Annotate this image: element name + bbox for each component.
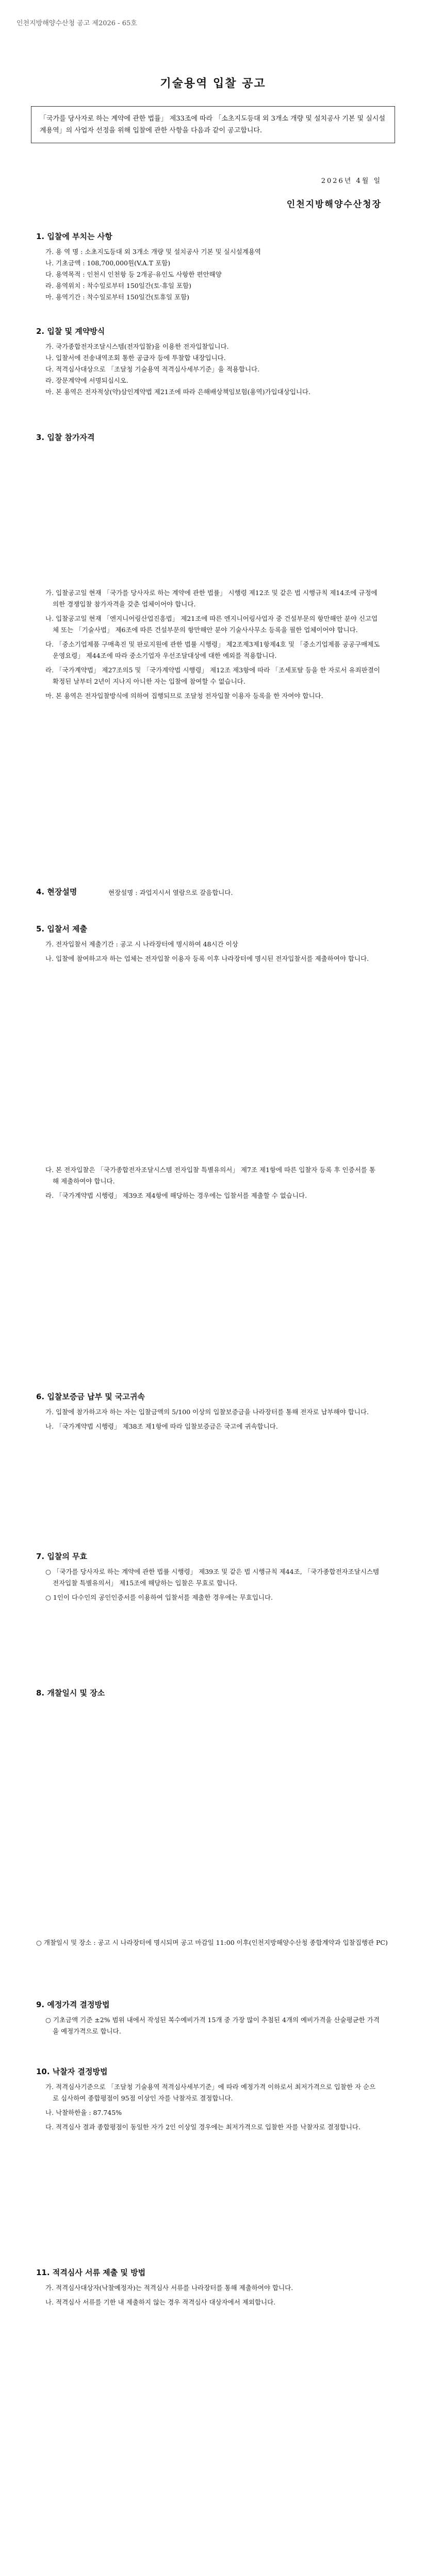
section-line: 가. 용 역 명 : 소초지도등대 외 3개소 개량 및 설치공사 기본 및 실시설계용역 xyxy=(45,248,261,256)
section-line: ○ 개찰일시 및 장소 : 공고 시 나라장터에 명시되며 공고 마감일 11:00 이후(인천지방해양수산청 종합계약과 입찰집행관 PC) xyxy=(36,1939,388,1946)
section-body xyxy=(45,2014,381,2040)
section-line: 나. 낙찰하한율 : 87.745% xyxy=(45,2109,122,2116)
section-line: 라. 장문계약에 서명되십시오. xyxy=(45,377,128,384)
section-title: 9. 예정가격 결정방법 xyxy=(36,2000,110,2009)
notice-number: 인천지방해양수산청 공고 제2026 - 65호 xyxy=(17,20,137,27)
intro-box: 「국가를 당사자로 하는 계약에 관한 법률」 제33조에 따라 「소초지도등대 외 3개소 개량 및 설치공사 기본 및 실시설계용역」의 사업자 선정을 위해 입찰에 관한 사항을 다음과 같이 공고합니다. xyxy=(31,106,395,143)
section-title: 4. 현장설명 xyxy=(36,887,77,896)
section-title: 11. 적격심사 서류 제출 및 방법 xyxy=(36,2268,146,2277)
section-title: 1. 입찰에 부치는 사항 xyxy=(36,232,112,241)
section-line: 가. 국가종합전자조달시스템(전자입찰)을 이용한 전자입찰입니다. xyxy=(45,343,229,350)
section-line: 나. 기초금액 : 108,700,000원(V.A.T 포함) xyxy=(45,259,171,267)
section-body xyxy=(45,1406,381,1435)
section-body xyxy=(45,587,381,705)
issuing-organization: 인천지방해양수산청장 xyxy=(286,199,382,210)
section-line: 나. 적격심사 서류를 기한 내 제출하지 않는 경우 적격심사 대상자에서 제외합니다. xyxy=(45,2298,276,2306)
section-line: 마. 본 용역은 전자적상(약)삼인계약법 제21조에 따라 은해배상책임보험(용역)가입대상입니다. xyxy=(45,388,310,396)
notice-date: 2026년 4월 일 xyxy=(321,177,382,185)
section-body xyxy=(45,246,381,303)
section-line: ○ 기초금액 기준 ±2% 범위 내에서 작성된 복수예비가격 15개 중 가장 많이 추첨된 4개의 예비가격을 산술평균한 가격을 예정가격으로 합니다. xyxy=(45,2016,380,2035)
section-line: ○ 1인이 다수인의 공인인증서를 이용하여 입찰서를 제출한 경우에는 무효입니다. xyxy=(45,1594,273,1601)
section-line: 마. 본 용역은 전자입찰방식에 의하여 집행되므로 조달청 전자입찰 이용자 등록을 한 자여야 합니다. xyxy=(45,692,323,700)
section-line: 가. 적격심사대상자(낙찰예정자)는 적격심사 서류를 나라장터를 통해 제출하여야 합니다. xyxy=(45,2284,293,2292)
section-line: 다. 적격심사 결과 종합평점이 동일한 자가 2인 이상일 경우에는 최저가격으로 입찰한 자를 낙찰자로 결정합니다. xyxy=(45,2123,361,2131)
section-line: ○ 「국가를 당사자로 하는 계약에 관한 법률 시행령」 제39조 및 같은 법 시행규칙 제44조, 「국가종합전자조달시스템 전자입찰 특별유의서」 제15조에 해당하는 입찰은 무효로 합니다. xyxy=(45,1568,379,1587)
section-body xyxy=(36,1937,392,1952)
section-line: 라. 「국가계약법」 제27조의5 및 「국가계약법 시행령」 제12조 제3항에 따라 「조세포탈 등을 한 자로서 유죄판결이 확정된 날부터 2년이 지나지 아니한 자는 입찰에 참여할 수 없습니다. xyxy=(45,666,380,685)
section-line: 나. 「국가계약법 시행령」 제38조 제1항에 따라 입찰보증금은 국고에 귀속합니다. xyxy=(45,1422,278,1430)
section-body xyxy=(45,2081,381,2136)
section-line: 마. 용역기간 : 착수일로부터 150일간(토휴일 포함) xyxy=(45,293,190,301)
section-line: 다. 본 전자입찰은 「국가종합전자조달시스템 전자입찰 특별유의서」 제7조 제1항에 따른 입찰자 등록 후 인증서를 통해 제출하여야 합니다. xyxy=(45,1166,375,1185)
page-title: 기술용역 입찰 공고 xyxy=(160,77,266,90)
section-body xyxy=(45,1164,381,1205)
section-line: 나. 입찰에 참여하고자 하는 업체는 전자입찰 이용자 등록 이후 나라장터에 명시된 전자입찰서를 제출하여야 합니다. xyxy=(45,955,369,962)
section-line: 다. 용역목적 : 인천시 인천항 등 2개공·유인도 사항한 편안해양 xyxy=(45,270,222,278)
section-line: 가. 입찰공고일 현재 「국가를 당사자로 하는 계약에 관한 법률」 시행령 제12조 및 같은 법 시행규칙 제14조에 규정에 의한 경쟁입찰 참가자격을 갖춘 업체이어야 합니다. xyxy=(45,589,378,608)
section-body xyxy=(108,887,387,899)
section-line: 라. 용역위치 : 착수일로부터 150일간(토·휴일 포함) xyxy=(45,282,191,290)
section-body xyxy=(45,939,381,968)
section-body xyxy=(45,2282,381,2311)
section-line: 다. 「중소기업제품 구매촉진 및 판로지원에 관한 법률 시행령」 제2조제3제1항제4호 및 「중소기업제품 공공구매제도 운영요령」 제44조에 따라 중소기업자 우선조달대상에 대한 예외를 적용합니다. xyxy=(45,640,380,659)
section-title: 8. 개찰일시 및 장소 xyxy=(36,1688,105,1698)
section-title: 2. 입찰 및 계약방식 xyxy=(36,327,105,336)
section-title: 6. 입찰보증금 납부 및 국고귀속 xyxy=(36,1392,145,1401)
section-line: 현장설명 : 과업지시서 열람으로 갈음합니다. xyxy=(108,889,233,896)
section-line: 가. 전자입찰서 제출기간 : 공고 시 나라장터에 명시하여 48시간 이상 xyxy=(45,940,238,948)
section-line: 다. 적격심사대상으로 「조달청 기술용역 적격심사세부기준」을 적용합니다. xyxy=(45,365,260,373)
section-title: 3. 입찰 참가자격 xyxy=(36,433,95,442)
section-line: 가. 적격심사기준으로 「조달청 기술용역 적격심사세부기준」에 따라 예정가격 이하로서 최저가격으로 입찰한 자 순으로 심사하여 종합평점이 95점 이상인 자를 낙찰자로 결정합니다. xyxy=(45,2083,376,2102)
section-line: 가. 입찰에 참가하고자 하는 자는 입찰금액의 5/100 이상의 입찰보증금을 나라장터를 통해 전자로 납부해야 합니다. xyxy=(45,1408,369,1416)
section-title: 10. 낙찰자 결정방법 xyxy=(36,2067,108,2076)
section-title: 7. 입찰의 무효 xyxy=(36,1552,88,1561)
section-line: 나. 입찰공고일 현재 「엔지니어링산업진흥법」 제21조에 따른 엔지니어링사업자 중 건설부문의 항만해안 분야 신고업체 또는 「기술사법」 제6조에 따른 건설부문의 항만해안 분야 기술사사무소 등록을 필한 업체이어야 합니다. xyxy=(45,615,378,634)
section-line: 라. 「국가계약법 시행령」 제39조 제4항에 해당하는 경우에는 입찰서를 제출할 수 없습니다. xyxy=(45,1192,307,1199)
section-body xyxy=(45,1566,381,1606)
section-body xyxy=(45,341,381,398)
section-line: 나. 입찰서에 전송내역조회 통한 공급자 등에 투찰합 내장입니다. xyxy=(45,354,226,362)
section-title: 5. 입찰서 제출 xyxy=(36,924,88,934)
